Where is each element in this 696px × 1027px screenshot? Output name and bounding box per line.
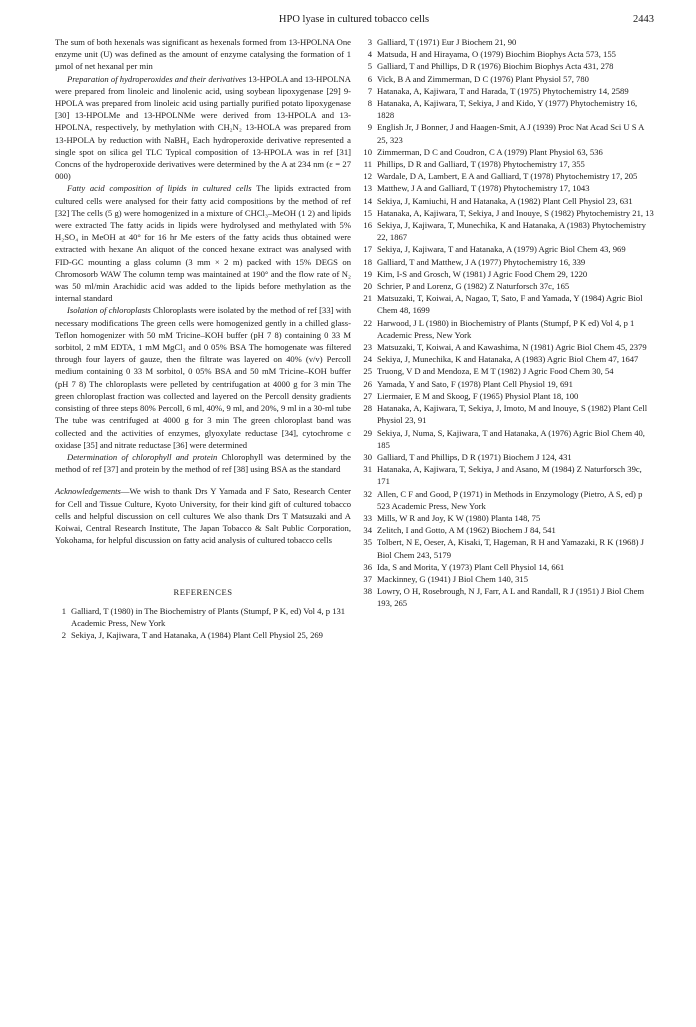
reference-item bbox=[359, 427, 655, 451]
reference-number: 1 bbox=[61, 605, 66, 616]
section-text: The lipids extracted from cultured cells were analysed for their fatty acid compositions by the method of ref [32] The cells (5 g) were homogenized in a mixture of CHCl₃–MeOH (1 2) and lipids were extracted The fatty acids in lipids were hydrolysed and methylated with 5% H₂SO₄ in MeOH at 40° for 16 hr Me esters of the fatty acids thus obtained were extracted with hexane An aliquot of the conced hexane extract was analysed with FID-GC mounting a glass column (3 mm × 2 m) packed with 15% DEGS on Chromosorb WAW The column temp was maintained at 190° and the flow rate of N₂ was 50 ml/min Arachidic acid was added to the lipids before methylation as the internal standard bbox=[55, 183, 351, 304]
reference-number: 7 bbox=[367, 85, 372, 96]
reference-item bbox=[359, 390, 655, 402]
reference-number: 25 bbox=[363, 366, 372, 377]
reference-text: Mills, W R and Joy, K W (1980) Planta 148, 75 bbox=[377, 512, 541, 523]
reference-text: Galliard, T and Matthew, J A (1977) Phytochemistry 16, 339 bbox=[377, 256, 586, 267]
reference-item bbox=[359, 97, 655, 121]
reference-item bbox=[359, 85, 655, 97]
reference-text: Hatanaka, A, Kajiwara, T, Sekiya, J and Asano, M (1984) Z Naturforsch 39c, 171 bbox=[377, 464, 642, 487]
reference-item bbox=[359, 524, 655, 536]
reference-number: 21 bbox=[363, 293, 372, 304]
reference-number: 5 bbox=[367, 61, 372, 72]
reference-item bbox=[359, 378, 655, 390]
reference-number: 30 bbox=[363, 451, 372, 462]
reference-text: Lowry, O H, Rosebrough, N J, Farr, A L and Randall, R J (1951) J Biol Chem 193, 265 bbox=[377, 586, 645, 609]
reference-number: 34 bbox=[363, 525, 372, 536]
reference-item bbox=[359, 280, 655, 292]
reference-number: 35 bbox=[363, 537, 372, 548]
reference-item bbox=[359, 353, 655, 365]
reference-text: Hatanaka, A, Kajiwara, T and Harada, T (1975) Phytochemistry 14, 2589 bbox=[377, 85, 629, 96]
reference-item bbox=[55, 605, 351, 629]
references-list-left bbox=[55, 605, 351, 642]
reference-number: 17 bbox=[363, 244, 372, 255]
reference-text: Mackinney, G (1941) J Biol Chem 140, 315 bbox=[377, 573, 529, 584]
section-text: 13-HPOLA and 13-HPOLNA were prepared from linoleic and linolenic acid, using soybean lipoxygenase [29] 9-HPOLA was prepared from linoleic acid using partially purified potato lipoxygenase [30] 13-HPOLMe and 13-HPOLNMe were derived from 13-HPOLA and 13-HPOLNA, respectively, by methylation with CH₂N₂ 13-HOLA was prepared from 13-HPOLA by reduction with NaBH₄ Each hydroperoxide derivative represented a single spot on silica gel TLC Typical composition of 13-HPOLA was in ref [31] Concns of the hydroperoxide derivatives were determined by the A at 234 nm (ε = 27 000) bbox=[55, 73, 352, 182]
reference-number: 18 bbox=[363, 256, 372, 267]
reference-text: Hatanaka, A, Kajiwara, T, Sekiya, J and Kido, Y (1977) Phytochemistry 16, 1828 bbox=[377, 98, 638, 121]
reference-number: 32 bbox=[363, 488, 372, 499]
reference-text: Truong, V D and Mendoza, E M T (1982) J Agric Food Chem 30, 54 bbox=[377, 366, 614, 377]
reference-text: Kim, I-S and Grosch, W (1981) J Agric Food Chem 29, 1220 bbox=[377, 268, 588, 279]
reference-text: Sekiya, J, Kajiwara, T and Hatanaka, A (1984) Plant Cell Physiol 25, 269 bbox=[71, 629, 323, 640]
references-heading: REFERENCES bbox=[173, 587, 233, 598]
reference-text: Matsuzaki, T, Koiwai, A and Kawashima, N (1981) Agric Biol Chem 45, 2379 bbox=[377, 342, 647, 353]
ack-text: —We wish to thank Drs Y Yamada and F Sato, Research Center for Cell and Tissue Culture, Kyoto University, for their kind gift of cultured tobacco cells and helpful discussion on cell cultures We also thank Drs T Matsuzaki and A Koiwai, Central Research Institute, The Japan Tobacco & Salt Public Corporation, Yokohama, for helpful discussion on fatty acid analysis of cultured tobacco cells bbox=[55, 486, 351, 546]
reference-number: 19 bbox=[363, 268, 372, 279]
references-list-right bbox=[359, 36, 655, 610]
reference-text: Allen, C F and Good, P (1971) in Methods in Enzymology (Pietro, A S, ed) p 523 Academic Press, New York bbox=[377, 488, 643, 511]
reference-item bbox=[359, 292, 655, 316]
reference-text: Sekiya, J, Kamiuchi, H and Hatanaka, A (1982) Plant Cell Physiol 23, 631 bbox=[377, 195, 633, 206]
paragraph-hydroperoxides bbox=[55, 73, 351, 183]
reference-number: 20 bbox=[363, 281, 372, 292]
reference-number: 15 bbox=[363, 207, 372, 218]
reference-item bbox=[359, 365, 655, 377]
reference-number: 10 bbox=[363, 146, 372, 157]
reference-number: 36 bbox=[363, 561, 372, 572]
reference-item bbox=[359, 488, 655, 512]
reference-item bbox=[359, 207, 655, 219]
reference-text: Schrier, P and Lorenz, G (1982) Z Naturforsch 37c, 165 bbox=[377, 281, 570, 292]
reference-item bbox=[359, 121, 655, 145]
reference-text: Galliard, T (1971) Eur J Biochem 21, 90 bbox=[377, 37, 517, 47]
page-header bbox=[54, 14, 654, 34]
reference-text: Yamada, Y and Sato, F (1978) Plant Cell Physiol 19, 691 bbox=[377, 378, 573, 389]
reference-text: Zelitch, I and Gotto, A M (1962) Biochem J 84, 541 bbox=[377, 525, 556, 536]
reference-item bbox=[359, 341, 655, 353]
reference-number: 31 bbox=[363, 464, 372, 475]
reference-item bbox=[359, 195, 655, 207]
reference-item bbox=[359, 463, 655, 487]
reference-text: Vick, B A and Zimmerman, D C (1976) Plant Physiol 57, 780 bbox=[377, 73, 589, 84]
reference-item bbox=[359, 256, 655, 268]
reference-number: 27 bbox=[363, 390, 372, 401]
reference-item bbox=[359, 243, 655, 255]
reference-text: Harwood, J L (1980) in Biochemistry of Plants (Stumpf, P K ed) Vol 4, p 1 Academic Press, New York bbox=[377, 317, 635, 340]
reference-text: Galliard, T and Phillips, D R (1976) Biochim Biophys Acta 431, 278 bbox=[377, 61, 614, 72]
reference-item bbox=[359, 48, 655, 60]
reference-item bbox=[359, 36, 655, 48]
reference-item bbox=[359, 536, 655, 560]
section-head: Fatty acid composition of lipids in cultured cells bbox=[67, 183, 252, 194]
left-column bbox=[55, 36, 351, 641]
reference-text: Ida, S and Morita, Y (1973) Plant Cell Physiol 14, 661 bbox=[377, 561, 565, 572]
reference-text: Wardale, D A, Lambert, E A and Galliard, T (1978) Phytochemistry 17, 205 bbox=[377, 171, 638, 182]
reference-text: Matthew, J A and Galliard, T (1978) Phytochemistry 17, 1043 bbox=[377, 183, 590, 194]
reference-text: Hatanaka, A, Kajiwara, T, Sekiya, J and Inouye, S (1982) Phytochemistry 21, 13 bbox=[377, 207, 654, 218]
reference-item bbox=[359, 158, 655, 170]
reference-number: 9 bbox=[367, 122, 372, 133]
page-number: 2443 bbox=[633, 14, 654, 25]
reference-text: Hatanaka, A, Kajiwara, T, Sekiya, J, Imoto, M and Inouye, S (1982) Plant Cell Physiol 23, 91 bbox=[377, 403, 648, 426]
reference-number: 8 bbox=[367, 98, 372, 109]
reference-text: Liermaier, E M and Skoog, F (1965) Physiol Plant 18, 100 bbox=[377, 390, 579, 401]
reference-number: 33 bbox=[363, 512, 372, 523]
reference-text: Sekiya, J, Munechika, K and Hatanaka, A (1983) Agric Biol Chem 47, 1647 bbox=[377, 354, 639, 365]
ack-head: Acknowledgements bbox=[55, 486, 121, 497]
reference-number: 2 bbox=[61, 629, 66, 640]
reference-item bbox=[359, 219, 655, 243]
reference-text: Phillips, D R and Galliard, T (1978) Phytochemistry 17, 355 bbox=[377, 159, 585, 170]
reference-item bbox=[359, 317, 655, 341]
reference-item bbox=[359, 146, 655, 158]
acknowledgements bbox=[55, 485, 351, 546]
right-column bbox=[359, 36, 655, 610]
running-title: HPO lyase in cultured tobacco cells bbox=[278, 14, 430, 25]
reference-item bbox=[359, 573, 655, 585]
reference-number: 14 bbox=[363, 195, 372, 206]
paragraph-chlorophyll bbox=[55, 451, 351, 475]
reference-number: 23 bbox=[363, 342, 372, 353]
reference-number: 22 bbox=[363, 317, 372, 328]
reference-number: 38 bbox=[363, 586, 372, 597]
reference-item bbox=[359, 561, 655, 573]
reference-item bbox=[359, 585, 655, 609]
reference-number: 37 bbox=[363, 573, 372, 584]
reference-number: 3 bbox=[367, 37, 372, 47]
reference-text: Sekiya, J, Numa, S, Kajiwara, T and Hatanaka, A (1976) Agric Biol Chem 40, 185 bbox=[377, 427, 645, 450]
reference-item bbox=[55, 629, 351, 641]
paragraph-hexenals: The sum of both hexenals was significant as hexenals formed from 13-HPOLNA One enzyme unit (U) was defined as the amount of enzyme catalysing the formation of 1 µmol of net hexanal per min bbox=[55, 37, 351, 72]
reference-text: Zimmerman, D C and Coudron, C A (1979) Plant Physiol 63, 536 bbox=[377, 146, 603, 157]
section-head: Preparation of hydroperoxides and their derivatives bbox=[67, 73, 247, 84]
reference-item bbox=[359, 170, 655, 182]
reference-text: Sekiya, J, Kajiwara, T and Hatanaka, A (1979) Agric Biol Chem 43, 969 bbox=[377, 244, 626, 255]
section-text: Chloroplasts were isolated by the method of ref [33] with necessary modifications The green cells were homogenized gently in a chilled glass-Teflon homogenizer with 50 mM Tricine–KOH buffer (pH 7 8) containing 0 33 M sorbitol, 2 mM EDTA, 1 mM MgCl₂ and 0 05% BSA The homogenate was filtered through four layers of gauze, then the filtrate was layered on 40% (v/v) Percoll medium containing 0 33 M sorbitol, 0 05% BSA and 50 mM Tricine–KOH buffer (pH 7 8) The chloroplasts were pelleted by centrifugation at 4000 g for 3 min The green chloroplast fraction was collected and layered on the Percoll density gradients consisting of three steps 80% Percoll, 6 ml, 40%, 9 ml, and 20%, 9 ml in a 30-ml tube The tube was centrifuged at 4000 g for 3 min The green chloroplast band was collected and the activities of enzymes, glyoxylate reductase [34], cytochrome c oxidase [35] and nitrate reductase [36] were determined bbox=[55, 305, 351, 450]
reference-number: 29 bbox=[363, 427, 372, 438]
reference-number: 16 bbox=[363, 220, 372, 231]
section-head: Determination of chlorophyll and protein bbox=[67, 451, 218, 462]
reference-item bbox=[359, 512, 655, 524]
paragraph-fatty-acid bbox=[55, 182, 351, 304]
reference-number: 12 bbox=[363, 171, 372, 182]
reference-number: 26 bbox=[363, 378, 372, 389]
reference-text: Matsuda, H and Hirayama, O (1979) Biochim Biophys Acta 573, 155 bbox=[377, 49, 616, 60]
reference-item bbox=[359, 182, 655, 194]
paragraph-chloroplasts bbox=[55, 304, 351, 450]
reference-text: Tolbert, N E, Oeser, A, Kisaki, T, Hageman, R H and Yamazaki, R K (1968) J Biol Chem 243, 5179 bbox=[377, 537, 645, 560]
reference-number: 28 bbox=[363, 403, 372, 414]
reference-item bbox=[359, 268, 655, 280]
reference-number: 11 bbox=[363, 159, 372, 170]
reference-number: 13 bbox=[363, 183, 372, 194]
reference-text: Galliard, T and Phillips, D R (1971) Biochem J 124, 431 bbox=[377, 451, 572, 462]
reference-item bbox=[359, 451, 655, 463]
reference-text: Galliard, T (1980) in The Biochemistry of Plants (Stumpf, P K, ed) Vol 4, p 131 Academic Press, New York bbox=[71, 605, 346, 628]
reference-item bbox=[359, 60, 655, 72]
section-text: Chlorophyll was determined by the method of ref [37] and protein by the method of ref [38] using BSA as the standard bbox=[55, 451, 351, 475]
reference-number: 4 bbox=[367, 49, 372, 60]
reference-text: Sekiya, J, Kajiwara, T, Munechika, K and Hatanaka, A (1983) Phytochemistry 22, 1867 bbox=[377, 220, 646, 243]
reference-number: 24 bbox=[363, 354, 372, 365]
section-head: Isolation of chloroplasts bbox=[67, 305, 151, 316]
reference-text: English Jr, J Bonner, J and Haagen-Smit, A J (1939) Proc Nat Acad Sci U S A 25, 323 bbox=[377, 122, 644, 145]
reference-number: 6 bbox=[367, 73, 372, 84]
reference-item bbox=[359, 402, 655, 426]
reference-item bbox=[359, 73, 655, 85]
reference-text: Matsuzaki, T, Koiwai, A, Nagao, T, Sato, F and Yamada, Y (1984) Agric Biol Chem 48, 1699 bbox=[377, 293, 643, 316]
